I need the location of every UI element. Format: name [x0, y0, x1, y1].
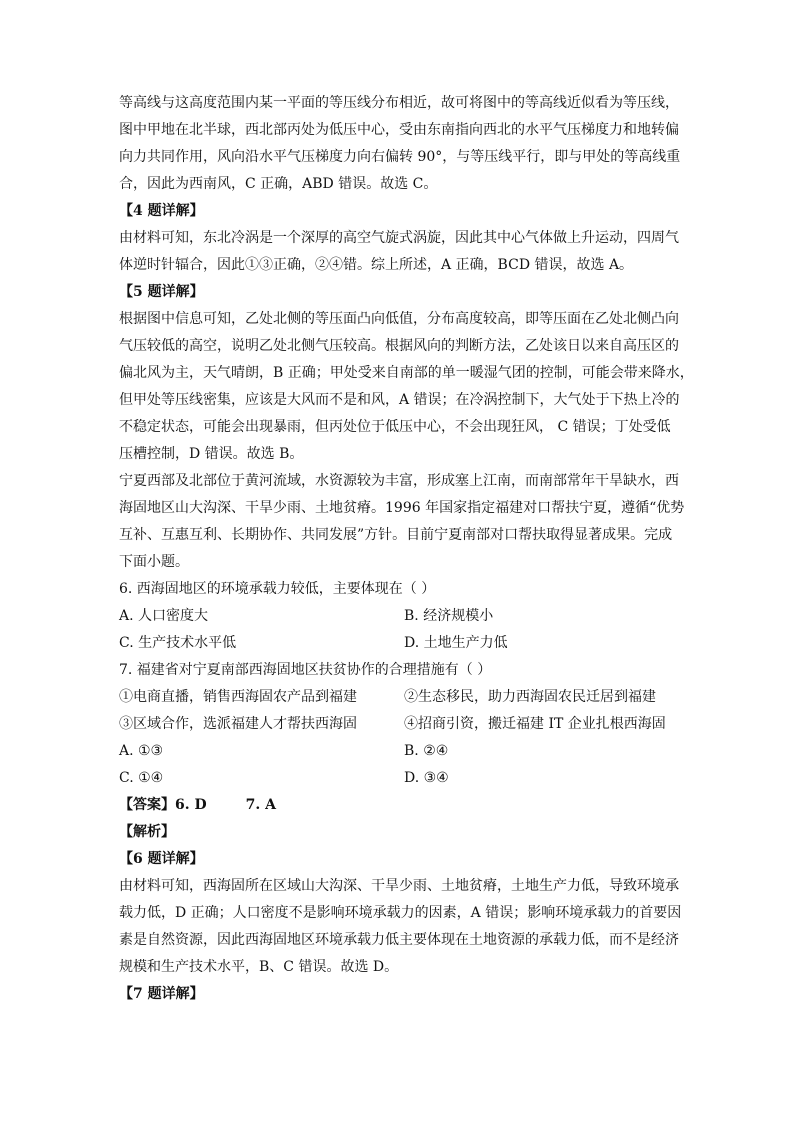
q5-explanation-line-2: 气压较低的高空，说明乙处北侧气压较高。根据风向的判断方法，乙处该日以来自高压区的 [119, 338, 679, 354]
q7-option-a: A. ①③ [119, 743, 164, 759]
q7-item-2: ②生态移民，助力西海固农民迁居到福建 [404, 689, 656, 705]
q5-heading: 【5 题详解】 [119, 284, 204, 300]
q6-stem: 6. 西海固地区的环境承载力较低，主要体现在（ ） [119, 581, 436, 597]
q6-heading: 【6 题详解】 [119, 851, 204, 867]
material-line-4: 下面小题。 [119, 554, 189, 570]
q6-option-b: B. 经济规模小 [404, 608, 494, 624]
q7-option-c: C. ①④ [119, 770, 164, 786]
q4-explanation-line-1: 由材料可知，东北冷涡是一个深厚的高空气旋式涡旋，因此其中心气体做上升运动，四周气 [119, 230, 679, 246]
q6-explanation-line-3: 素是自然资源，因此西海固地区环境承载力低主要体现在土地资源的承载力低，而不是经济 [119, 932, 679, 948]
material-line-1: 宁夏西部及北部位于黄河流域，水资源较为丰富，形成塞上江南，而南部常年干旱缺水，西 [119, 473, 679, 489]
q7-option-d: D. ③④ [404, 770, 449, 786]
q7-item-1: ①电商直播，销售西海固农产品到福建 [119, 689, 357, 705]
q5-explanation-line-6: 压槽控制，D 错误。故选 B。 [119, 446, 304, 462]
q3-explanation-line-4: 合，因此为西南风，C 正确，ABD 错误。故选 C。 [119, 176, 438, 192]
q4-heading: 【4 题详解】 [119, 203, 204, 219]
analysis-heading: 【解析】 [119, 824, 175, 840]
q7-option-b: B. ②④ [404, 743, 449, 759]
q4-explanation-line-2: 体逆时针辐合，因此①③正确，②④错。综上所述，A 正确，BCD 错误，故选 A。 [119, 257, 634, 273]
q6-explanation-line-2: 载力低，D 正确；人口密度不是影响环境承载力的因素，A 错误；影响环境承载力的首要因 [119, 905, 682, 921]
answer-line: 【答案】6. D 7. A [119, 797, 276, 813]
q6-option-d: D. 土地生产力低 [404, 635, 508, 651]
q3-explanation-line-2: 图中甲地在北半球，西北部丙处为低压中心，受由东南指向西北的水平气压梯度力和地转偏 [119, 122, 679, 138]
material-line-2: 海固地区山大沟深、干旱少雨、土地贫瘠。1996 年国家指定福建对口帮扶宁夏，遵循“优势 [119, 500, 685, 516]
q3-explanation-line-3: 向力共同作用，风向沿水平气压梯度力向右偏转 90°，与等压线平行，即与甲处的等高线重 [119, 149, 681, 165]
q7-item-3: ③区域合作，选派福建人才帮扶西海固 [119, 716, 357, 732]
q5-explanation-line-1: 根据图中信息可知，乙处北侧的等压面凸向低值，分布高度较高，即等压面在乙处北侧凸向 [119, 311, 679, 327]
q6-explanation-line-1: 由材料可知，西海固所在区域山大沟深、干旱少雨、土地贫瘠，土地生产力低，导致环境承 [119, 878, 679, 894]
q7-heading: 【7 题详解】 [119, 986, 204, 1002]
material-line-3: 互补、互惠互利、长期协作、共同发展”方针。目前宁夏南部对口帮扶取得显著成果。完成 [119, 527, 673, 543]
q6-option-a: A. 人口密度大 [119, 608, 209, 624]
q6-explanation-line-4: 规模和生产技术水平，B、C 错误。故选 D。 [119, 959, 399, 975]
q5-explanation-line-4: 但甲处等压线密集，应该是大风而不是和风，A 错误；在冷涡控制下，大气处于下热上冷的 [119, 392, 680, 408]
q5-explanation-line-3: 偏北风为主，天气晴朗，B 正确；甲处受来自南部的单一暖湿气团的控制，可能会带来降水， [119, 365, 694, 381]
q7-stem: 7. 福建省对宁夏南部西海固地区扶贫协作的合理措施有（ ） [119, 662, 492, 678]
q5-explanation-line-5: 不稳定状态，可能会出现暴雨，但丙处位于低压中心，不会出现狂风， C 错误；丁处受低 [119, 419, 671, 435]
q3-explanation-line-1: 等高线与这高度范围内某一平面的等压线分布相近，故可将图中的等高线近似看为等压线， [119, 95, 679, 111]
q6-option-c: C. 生产技术水平低 [119, 635, 237, 651]
q7-item-4: ④招商引资，搬迁福建 IT 企业扎根西海固 [404, 716, 666, 732]
